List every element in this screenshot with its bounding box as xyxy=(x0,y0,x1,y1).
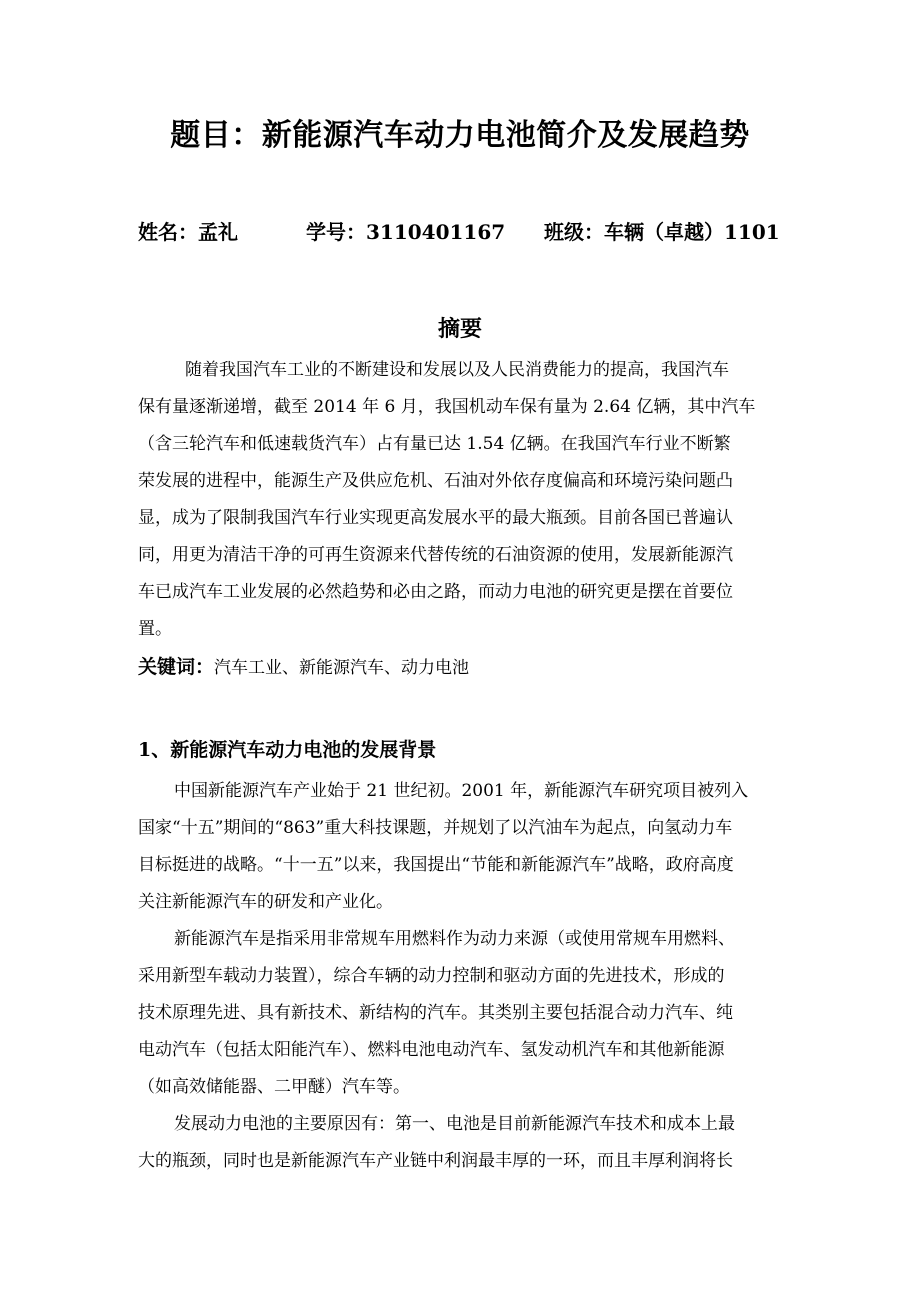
abstract-heading: 摘要 xyxy=(437,316,482,342)
paragraph-line: 目标挺进的战略。“十一五”以来，我国提出“节能和新能源汽车”战略，政府高度 xyxy=(138,855,734,875)
class-info: 班级：车辆（卓越）1101 xyxy=(544,220,780,244)
abstract-line: 置。 xyxy=(138,619,172,639)
author-name: 姓名：孟礼 xyxy=(138,220,238,244)
abstract-line: 同，用更为清洁干净的可再生资源来代替传统的石油资源的使用，发展新能源汽 xyxy=(138,545,733,565)
paragraph-line: 技术原理先进、具有新技术、新结构的汽车。其类别主要包括混合动力汽车、纯 xyxy=(138,1003,733,1023)
keywords-text: 汽车工业、新能源汽车、动力电池 xyxy=(214,658,470,678)
keywords-label: 关键词： xyxy=(138,656,215,678)
abstract-line: 保有量逐渐递增，截至 2014 年 6 月，我国机动车保有量为 2.64 亿辆，其中汽车 xyxy=(138,397,756,417)
section-1-paragraph-3 xyxy=(138,1106,788,1180)
abstract-line: 随着我国汽车工业的不断建设和发展以及人民消费能力的提高，我国汽车 xyxy=(185,360,729,380)
document-title: 题目：新能源汽车动力电池简介及发展趋势 xyxy=(170,118,750,153)
abstract-paragraph xyxy=(138,352,788,648)
paragraph-line: 大的瓶颈，同时也是新能源汽车产业链中利润最丰厚的一环，而且丰厚利润将长 xyxy=(138,1151,733,1171)
paragraph-line: 采用新型车载动力装置），综合车辆的动力控制和驱动方面的先进技术，形成的 xyxy=(138,966,725,986)
section-1-paragraph-1 xyxy=(138,773,788,921)
student-id: 学号：3110401167 xyxy=(306,220,506,244)
section-1-heading: 1、新能源汽车动力电池的发展背景 xyxy=(138,739,437,761)
paragraph-line: 新能源汽车是指采用非常规车用燃料作为动力来源（或使用常规车用燃料、 xyxy=(174,929,735,949)
abstract-line: （含三轮汽车和低速载货汽车）占有量已达 1.54 亿辆。在我国汽车行业不断繁 xyxy=(138,434,731,454)
keywords-row xyxy=(138,649,469,687)
abstract-line: 车已成汽车工业发展的必然趋势和必由之路，而动力电池的研究更是摆在首要位 xyxy=(138,582,733,602)
abstract-line: 荣发展的进程中，能源生产及供应危机、石油对外依存度偏高和环境污染问题凸 xyxy=(138,471,733,491)
section-1-paragraph-2 xyxy=(138,921,788,1106)
abstract-line: 显，成为了限制我国汽车行业实现更高发展水平的最大瓶颈。目前各国已普遍认 xyxy=(138,508,733,528)
paragraph-line: 发展动力电池的主要原因有：第一、电池是目前新能源汽车技术和成本上最 xyxy=(174,1114,735,1134)
paragraph-line: 国家“十五”期间的“863”重大科技课题，并规划了以汽油车为起点，向氢动力车 xyxy=(138,818,733,838)
paragraph-line: 中国新能源汽车产业始于 21 世纪初。2001 年，新能源汽车研究项目被列入 xyxy=(174,781,749,801)
paragraph-line: （如高效储能器、二甲醚）汽车等。 xyxy=(138,1077,410,1097)
paragraph-line: 关注新能源汽车的研发和产业化。 xyxy=(138,892,393,912)
paragraph-line: 电动汽车（包括太阳能汽车）、燃料电池电动汽车、氢发动机汽车和其他新能源 xyxy=(138,1040,725,1060)
